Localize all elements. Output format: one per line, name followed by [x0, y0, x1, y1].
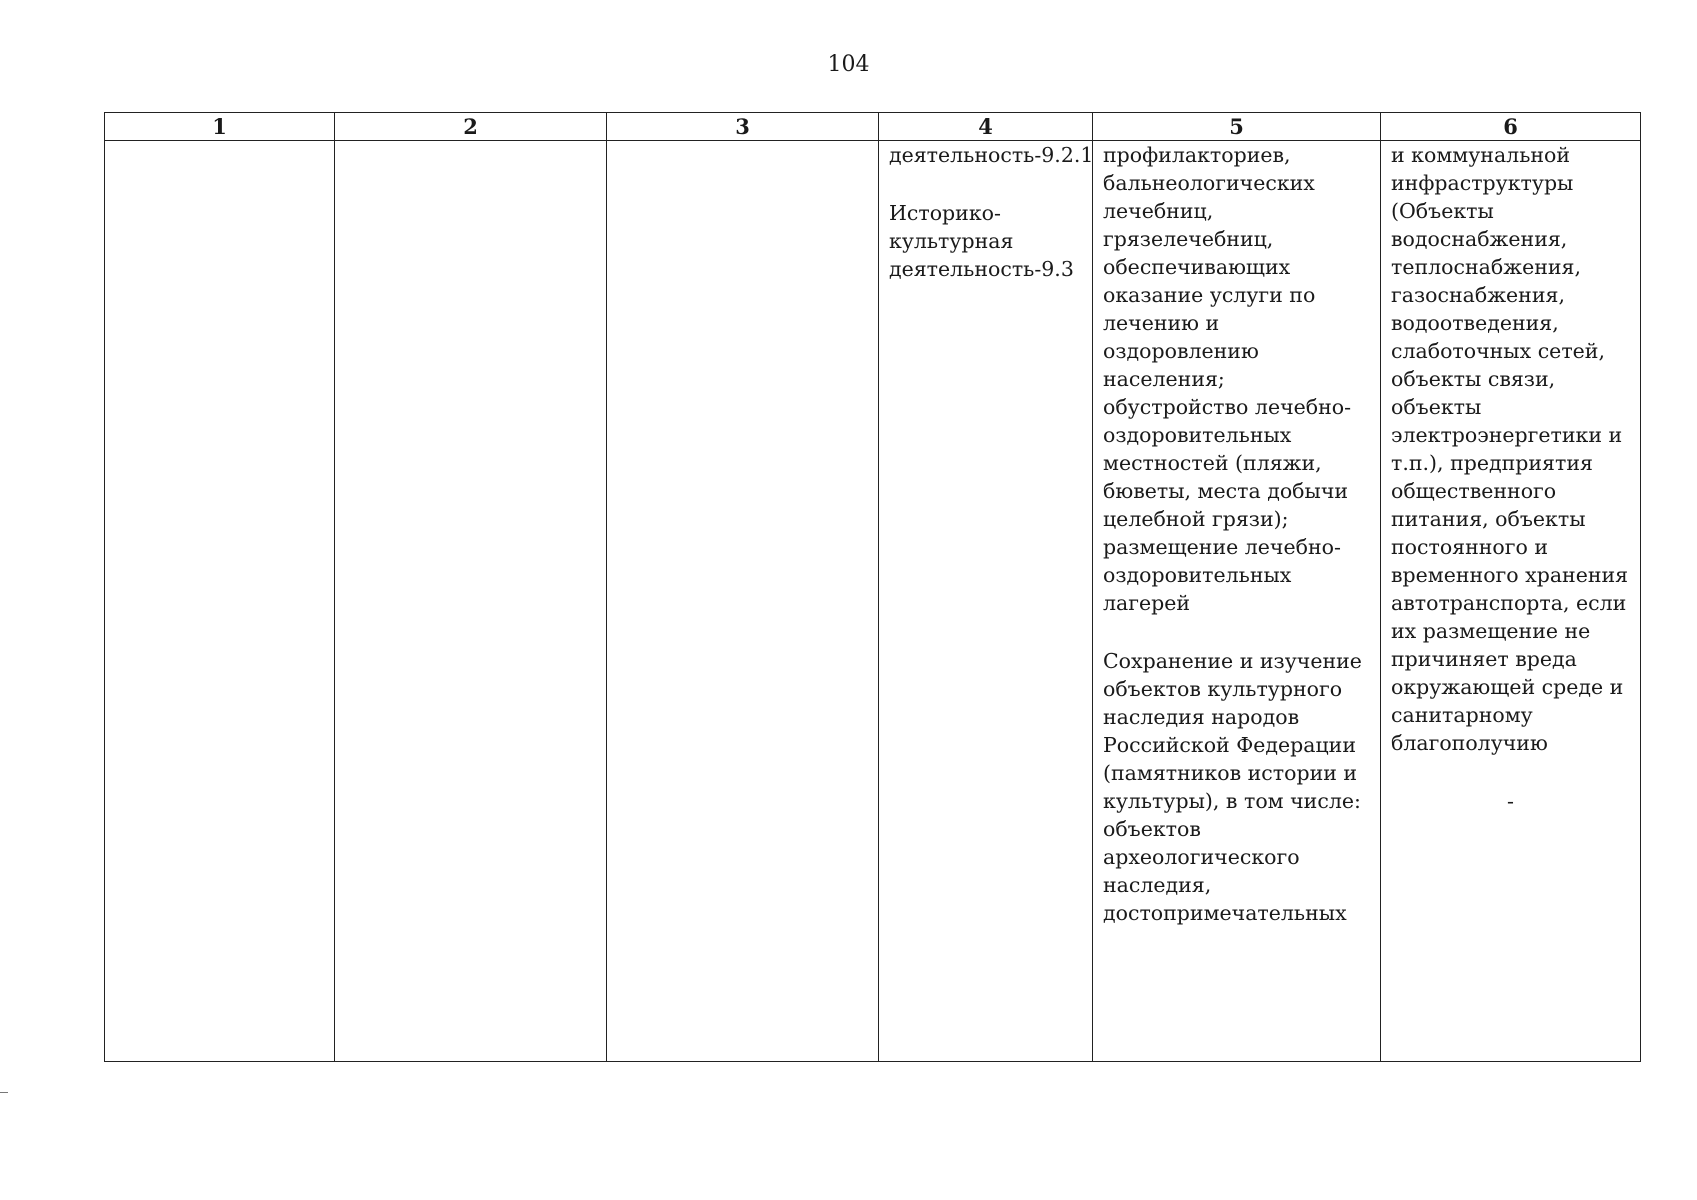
column-header-6: 6 — [1381, 113, 1641, 141]
cell-col5 — [1093, 141, 1381, 1062]
land-use-table — [104, 112, 1641, 1062]
table-header-row — [105, 113, 1641, 141]
column-header-1: 1 — [105, 113, 335, 141]
use-description-heritage: Сохранение и изучение объектов культурного наследия народов Российской Федерации (памятников истории и культуры), в том числе: объектов археологического наследия, достопримечательных — [1103, 649, 1362, 925]
empty-value-dash: - — [1507, 789, 1514, 813]
cell-col2 — [335, 141, 607, 1062]
use-type-continuation: деятельность-9.2.1 — [889, 143, 1094, 167]
cell-col6 — [1381, 141, 1641, 1062]
column-header-3: 3 — [607, 113, 879, 141]
cell-col4 — [879, 141, 1093, 1062]
use-description-health: профилакториев, бальнеологических лечебниц, грязелечебниц, обеспечивающих оказание услуги по лечению и оздоровлению населения; обустройство лечебно- оздоровительных местностей (пляжи, бюветы, места добычи целебной грязи); размещение лечебно- оздоровительных лагерей — [1103, 143, 1352, 615]
cell-col3 — [607, 141, 879, 1062]
permitted-objects-text: и коммунальной инфраструктуры (Объекты водоснабжения, теплоснабжения, газоснабжения, водоотведения, слаботочных сетей, объекты связи, объекты электроэнергетики и т.п.), предприятия общественного питания, объекты постоянного и временного хранения автотранспорта, если их размещение не причиняет вреда окружающей среде и санитарному благополучию — [1391, 143, 1629, 755]
cell-col1 — [105, 141, 335, 1062]
use-type-historical-cultural: Историко- культурная деятельность-9.3 — [889, 201, 1074, 281]
column-header-4: 4 — [879, 113, 1093, 141]
column-header-5: 5 — [1093, 113, 1381, 141]
page-number: 104 — [827, 52, 870, 77]
scan-edge-mark — [0, 1092, 8, 1093]
table-row — [105, 141, 1641, 1062]
column-header-2: 2 — [335, 113, 607, 141]
